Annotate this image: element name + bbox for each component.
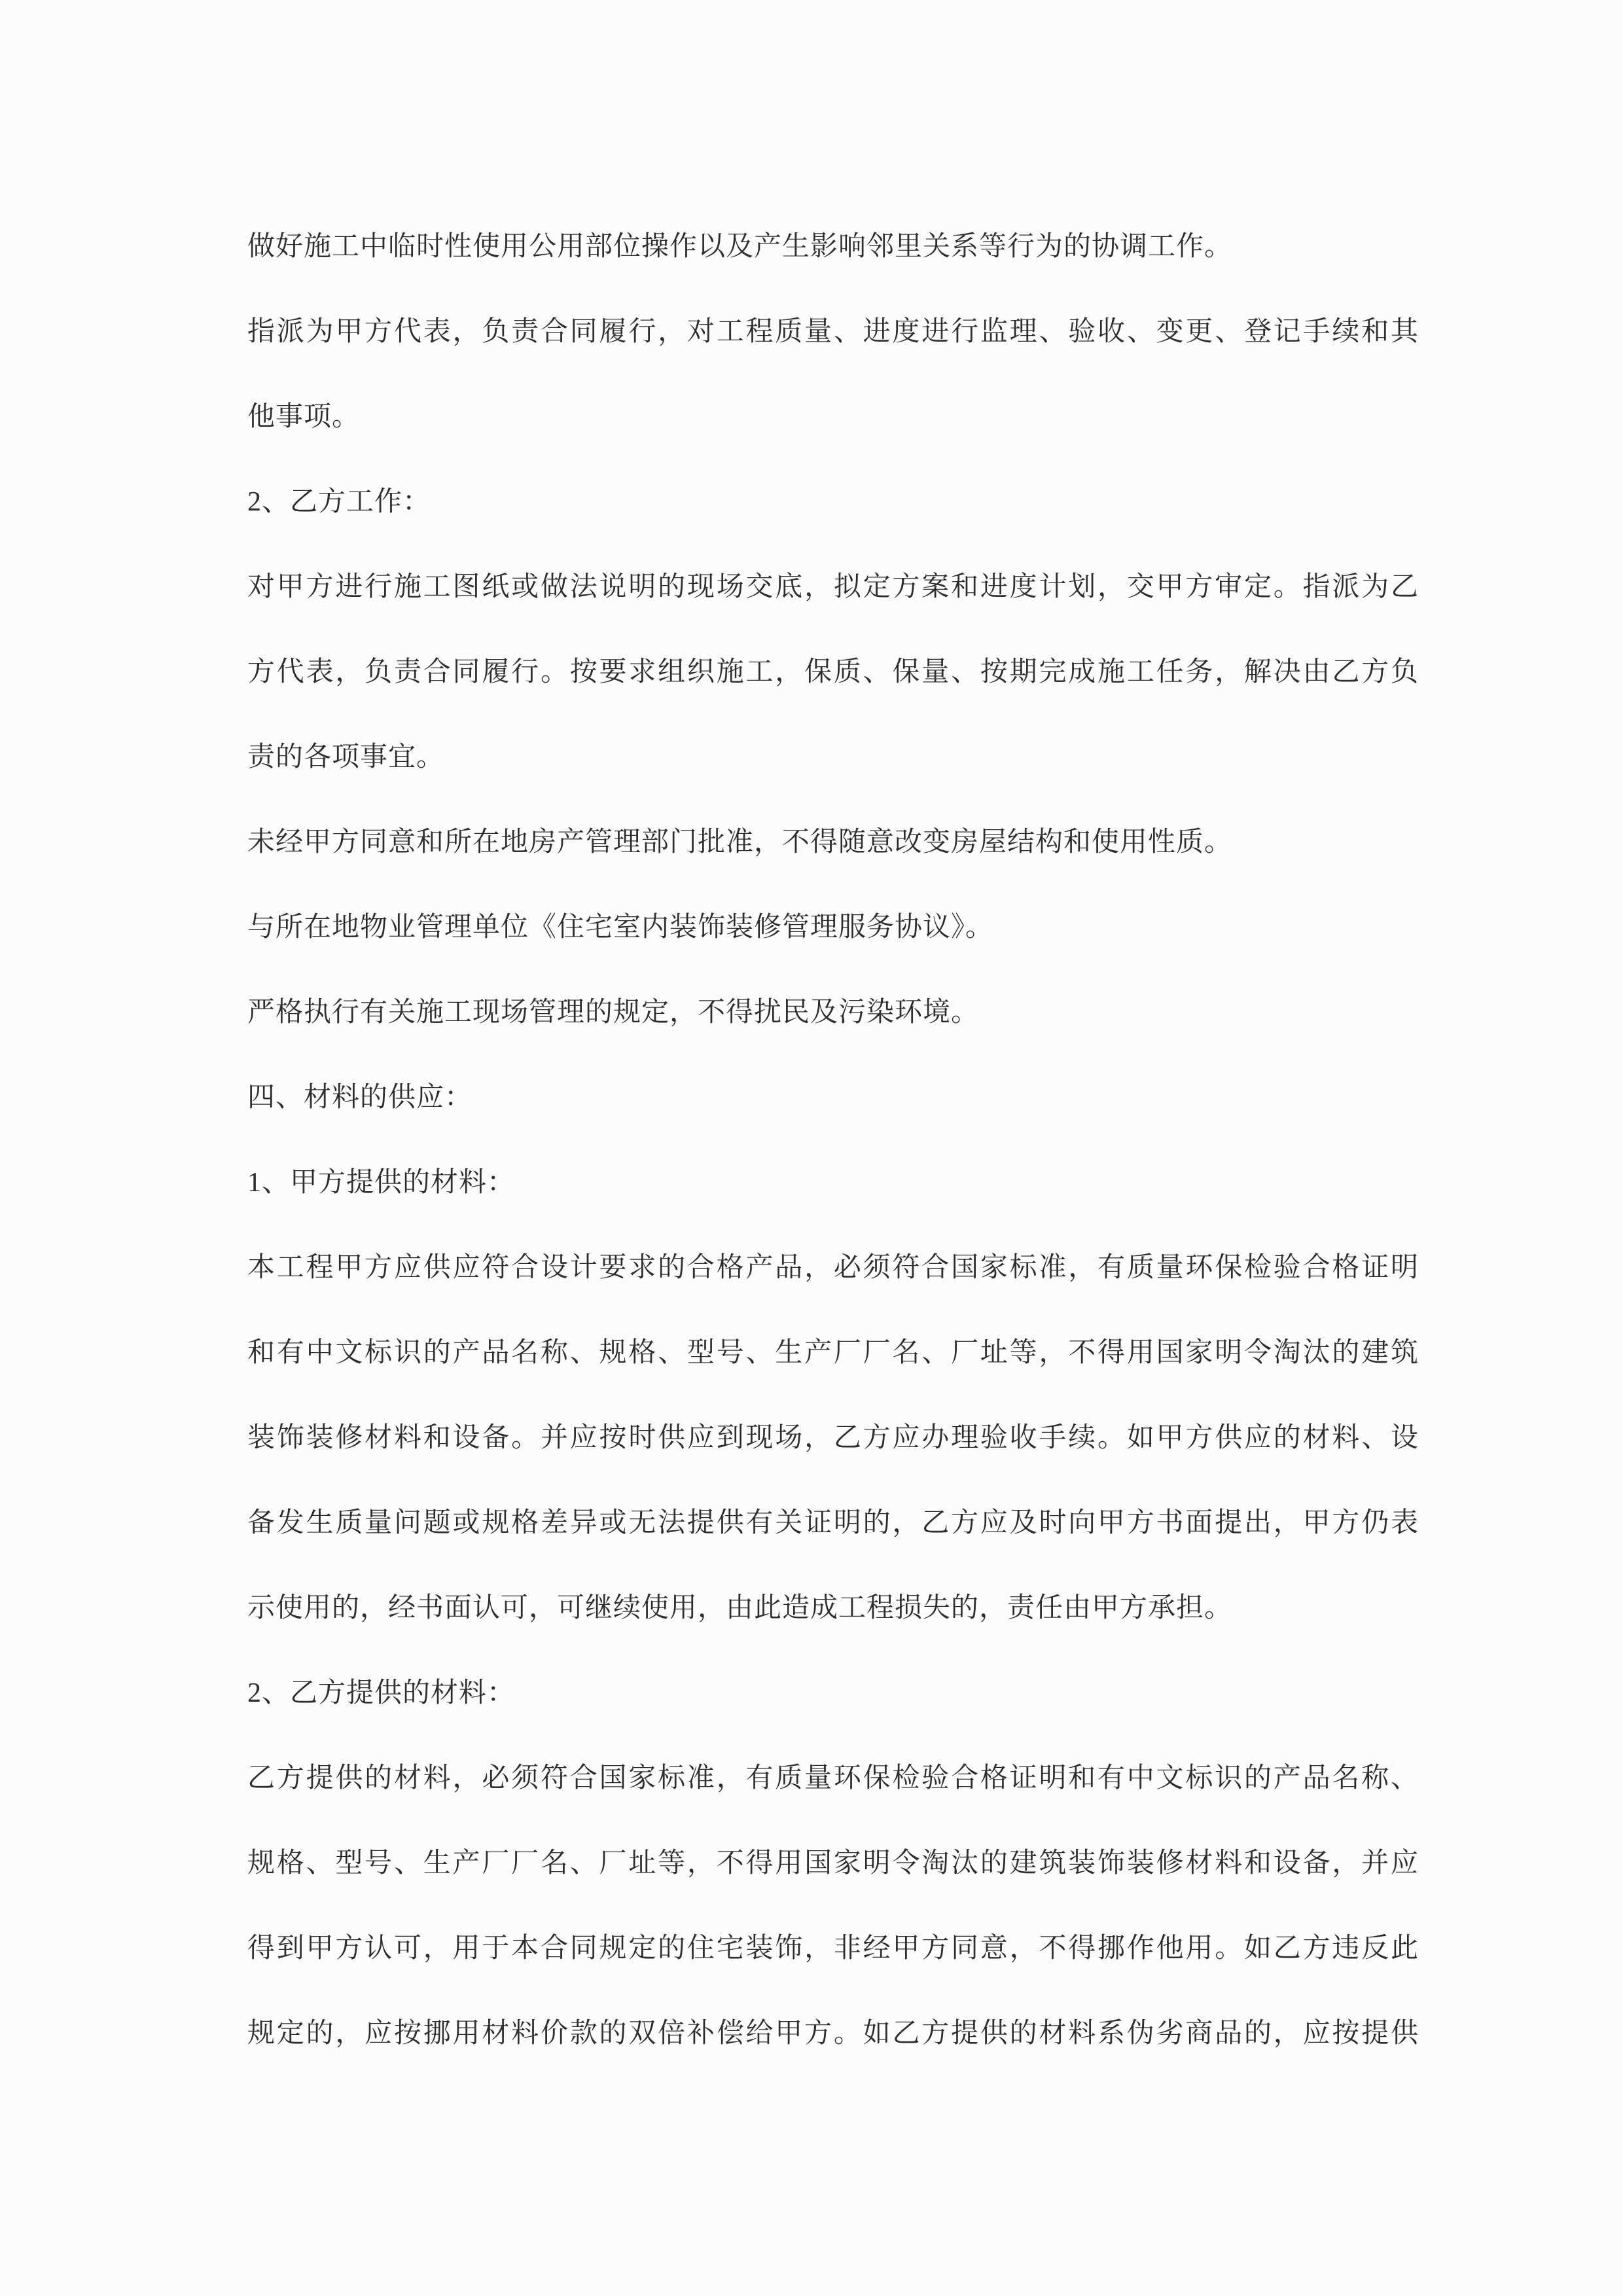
paragraph — [247, 204, 1419, 289]
paragraph — [247, 970, 1419, 1055]
paragraph — [247, 1651, 1419, 1736]
text-line: 2、乙方工作： — [247, 487, 431, 517]
text-line: 责的各项事宜。 — [247, 742, 445, 772]
paragraph — [247, 1225, 1419, 1651]
text-line: 未经甲方同意和所在地房产管理部门批准，不得随意改变房屋结构和使用性质。 — [247, 827, 1233, 857]
paragraph — [247, 1140, 1419, 1225]
paragraph — [247, 885, 1419, 970]
text-line: 规定的，应按挪用材料价款的双倍补偿给甲方。如乙方提供的材料系伪劣商品的，应按提供 — [247, 2018, 1419, 2049]
text-line: 1、甲方提供的材料： — [247, 1168, 516, 1198]
text-line: 得到甲方认可，用于本合同规定的住宅装饰，非经甲方同意，不得挪作他用。如乙方违反此 — [247, 1933, 1419, 1964]
text-line: 指派为甲方代表，负责合同履行，对工程质量、进度进行监理、验收、变更、登记手续和其 — [247, 317, 1419, 347]
text-line: 2、乙方提供的材料： — [247, 1678, 516, 1708]
text-line: 四、材料的供应： — [247, 1083, 473, 1113]
text-line: 和有中文标识的产品名称、规格、型号、生产厂厂名、厂址等，不得用国家明令淘汰的建筑 — [247, 1338, 1419, 1368]
paragraph — [247, 1055, 1419, 1140]
text-line: 乙方提供的材料，必须符合国家标准，有质量环保检验合格证明和有中文标识的产品名称、 — [247, 1763, 1419, 1793]
text-line: 严格执行有关施工现场管理的规定，不得扰民及污染环境。 — [247, 997, 980, 1028]
document-content — [247, 204, 1419, 2076]
text-line: 备发生质量问题或规格差异或无法提供有关证明的，乙方应及时向甲方书面提出，甲方仍表 — [247, 1508, 1419, 1538]
text-line: 装饰装修材料和设备。并应按时供应到现场，乙方应办理验收手续。如甲方供应的材料、设 — [247, 1423, 1419, 1453]
text-line: 与所在地物业管理单位《住宅室内装饰装修管理服务协议》。 — [247, 912, 994, 942]
paragraph — [247, 800, 1419, 885]
paragraph — [247, 289, 1419, 459]
text-line: 方代表，负责合同履行。按要求组织施工，保质、保量、按期完成施工任务，解决由乙方负 — [247, 657, 1419, 687]
paragraph — [247, 545, 1419, 800]
text-line: 本工程甲方应供应符合设计要求的合格产品，必须符合国家标准，有质量环保检验合格证明 — [247, 1253, 1419, 1283]
paragraph — [247, 459, 1419, 545]
text-line: 示使用的，经书面认可，可继续使用，由此造成工程损失的，责任由甲方承担。 — [247, 1593, 1233, 1623]
text-line: 做好施工中临时性使用公用部位操作以及产生影响邻里关系等行为的协调工作。 — [247, 232, 1233, 262]
text-line: 对甲方进行施工图纸或做法说明的现场交底，拟定方案和进度计划，交甲方审定。指派为乙 — [247, 572, 1419, 602]
paragraph — [247, 1736, 1419, 2076]
text-line: 他事项。 — [247, 402, 361, 432]
text-line: 规格、型号、生产厂厂名、厂址等，不得用国家明令淘汰的建筑装饰装修材料和设备，并应 — [247, 1848, 1419, 1878]
